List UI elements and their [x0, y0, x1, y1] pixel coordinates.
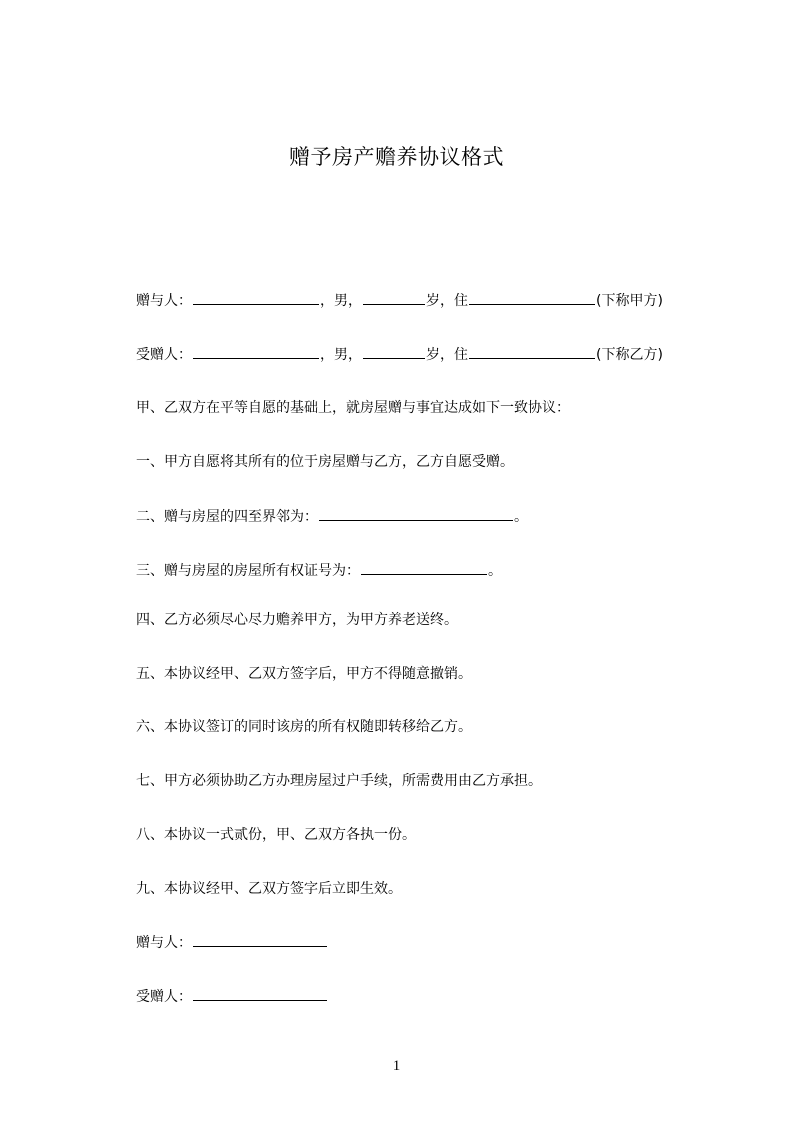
clause-2-end: 。	[514, 509, 528, 525]
donor-address-blank	[469, 290, 595, 305]
donee-name-blank	[193, 344, 319, 359]
donee-signature-line	[136, 986, 328, 1007]
donee-gender-text: ，男，	[320, 347, 362, 363]
clause-4: 四、乙方必须尽心尽力赡养甲方，为甲方养老送终。	[136, 612, 458, 628]
page-number: 1	[392, 1058, 401, 1074]
donor-name-blank	[193, 290, 319, 305]
donor-signature-label: 赠与人：	[136, 935, 192, 951]
clause-2	[136, 506, 528, 527]
boundary-blank	[319, 506, 513, 521]
clause-5: 五、本协议经甲、乙双方签字后，甲方不得随意撤销。	[136, 666, 472, 682]
clause-8: 八、本协议一式贰份，甲、乙双方各执一份。	[136, 827, 416, 843]
clause-3-text: 三、赠与房屋的房屋所有权证号为：	[136, 563, 360, 579]
donee-line	[136, 344, 663, 365]
clause-7: 七、甲方必须协助乙方办理房屋过户手续，所需费用由乙方承担。	[136, 773, 542, 789]
donee-address-blank	[469, 344, 595, 359]
donee-signature-blank	[193, 986, 327, 1001]
donor-signature-blank	[193, 932, 327, 947]
donor-residence-text: 岁，住	[426, 293, 468, 309]
clause-3-end: 。	[488, 563, 502, 579]
clause-9: 九、本协议经甲、乙双方签字后立即生效。	[136, 881, 402, 897]
donee-residence-text: 岁，住	[426, 347, 468, 363]
donor-alias-text: (下称甲方)	[596, 293, 663, 309]
donee-signature-label: 受赠人：	[136, 989, 192, 1005]
donee-age-blank	[363, 344, 425, 359]
document-title: 赠予房产赡养协议格式	[289, 145, 504, 169]
donor-age-blank	[363, 290, 425, 305]
certificate-number-blank	[361, 560, 487, 575]
clause-2-text: 二、赠与房屋的四至界邻为：	[136, 509, 318, 525]
clause-1: 一、甲方自愿将其所有的位于房屋赠与乙方，乙方自愿受赠。	[136, 454, 514, 470]
preamble: 甲、乙双方在平等自愿的基础上，就房屋赠与事宜达成如下一致协议：	[136, 400, 570, 416]
clause-6: 六、本协议签订的同时该房的所有权随即转移给乙方。	[136, 719, 472, 735]
donor-line	[136, 290, 663, 311]
donor-signature-line	[136, 932, 328, 953]
donor-gender-text: ，男，	[320, 293, 362, 309]
donee-alias-text: (下称乙方)	[596, 347, 663, 363]
donor-label: 赠与人：	[136, 293, 192, 309]
donee-label: 受赠人：	[136, 347, 192, 363]
clause-3	[136, 560, 502, 581]
